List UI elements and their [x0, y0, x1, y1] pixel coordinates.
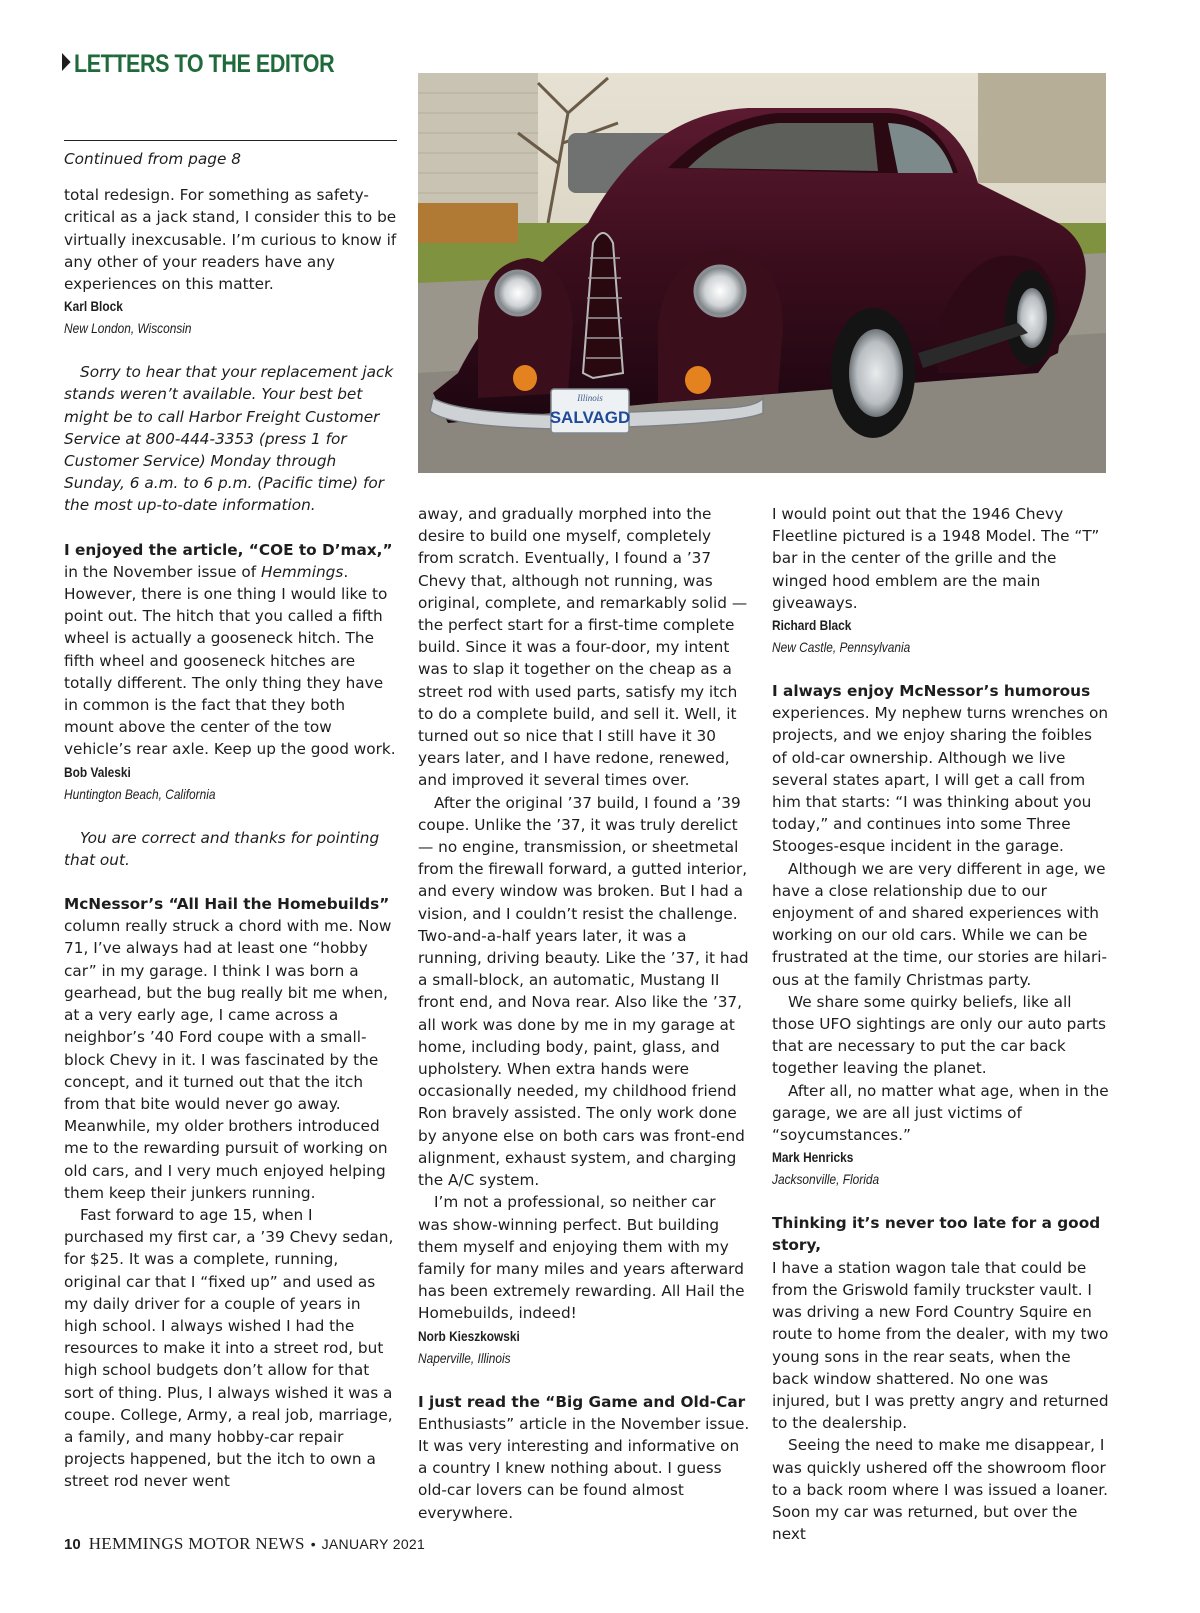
letter-location: New Castle, Pennsylvania [772, 639, 911, 656]
letter-location: Huntington Beach, California [64, 785, 216, 802]
footer-separator: • [310, 1536, 316, 1552]
spacer [772, 658, 1110, 680]
letter-lead-line [418, 1391, 750, 1413]
letter-author: Karl Block [64, 298, 123, 315]
spacer [772, 1190, 1110, 1212]
letter-author: Norb Kieszkowski [418, 1327, 520, 1344]
letter-paragraph: Although we are very different in age, we have a close relationship due to our enjoyment of and shared experiences with working on our old cars. While we can be frustrated at the time, our stories are hilari-ous at the family Christmas party. [772, 859, 1108, 989]
editor-reply: You are correct and thanks for pointing that out. [64, 828, 380, 869]
car-photo-svg [418, 73, 1106, 473]
rear-wheel-rim [1017, 288, 1047, 348]
autumn-bushes [418, 203, 518, 243]
letter-paragraph: I would point out that the 1946 Chevy Fleetline pictured is a 1948 Model. The “T” bar in the center of the grille and the winged hood emblem are the main giveaways. [772, 505, 1100, 612]
editor-reply: Sorry to hear that your replacement jack stands weren’t available. Your best bet might be to call Harbor Freight Customer Service at 800-444-3353 (press 1 for Customer Service) Monday through Sunday, 6 a.m. to 6 p.m. (Pacific time) for the most up-to-date information. [64, 363, 394, 515]
car-photo [418, 73, 1106, 473]
letter-text: in the November issue of [64, 562, 261, 581]
letter-paragraph: Enthusiasts” article in the November issue. It was very interesting and informative on a country I knew nothing about. I guess old-car lovers can be found almost everywhere. [418, 1414, 750, 1522]
letter-location: Naperville, Illinois [418, 1349, 511, 1366]
right-headlight [695, 266, 745, 316]
letter-author: Bob Valeski [64, 763, 131, 780]
letter-paragraph: experiences. My nephew turns wrenches on projects, and we enjoy sharing the foibles of old-car ownership. Although we live several states apart, I will get a call from him that starts: “I was thinking about you today,” and continues into some Three Stooges-esque incident in the garage. [772, 704, 1109, 856]
letter-lead-line [772, 680, 1110, 702]
background-house [978, 73, 1106, 183]
spacer [64, 871, 397, 893]
letter-paragraph: I’m not a professional, so neither car was show-winning perfect. But building them myself and enjoying them with my family for many miles and years afterward has been extremely rewarding. All Hail the Homebuilds, indeed! [418, 1193, 745, 1323]
letter-paragraph: After the original ’37 build, I found a ’39 coupe. Unlike the ’37, it was truly derelict — no engine, transmission, or sheetmetal from the firewall forward, a gutted interior, and every window was broken. But I had a vision, and I couldn’t resist the challenge. Two-and-a-half years later, it was a running, driving beauty. Like the ’37, it had a small-block, an automatic, Mustang II front end, and Nova rear. Also like the ’37, all work was done by me in my garage at home, including body, paint, glass, and upholstery. When extra hands were occasionally needed, my childhood friend Ron bravely assisted. The only work done by anyone else on both cars was front-end alignment, exhaust system, and charging the A/C system. [418, 793, 749, 1190]
page-number: 10 [64, 1536, 81, 1553]
magazine-title: Hemmings [260, 562, 344, 581]
column-2 [418, 503, 750, 1524]
letter-body [64, 539, 397, 761]
letter-text: column really struck a chord with me. Now 71, I’ve always had at least one “hobby car” in my garage. I think I was born a gearhead, but the bug really bit me when, at a very early age, I came across a neighbor’s ’40 Ford coupe with a small-block Chevy in it. I was fascinated by the concept, and it turned out that the itch from that bite would never go away. Meanwhile, my older brothers introduced me to the rewarding pursuit of working on old cars, and I very much enjoyed helping them keep their junkers running. [64, 917, 392, 1202]
left-turn-signal [513, 365, 537, 391]
letter-body [64, 893, 397, 1204]
spacer [64, 339, 397, 361]
letter-paragraph: We share some quirky beliefs, like all those UFO sightings are only our auto parts that are necessary to put the car back together leaving the planet. [772, 992, 1106, 1078]
letter-text: . However, there is one thing I would like to point out. The hitch that you called a fifth wheel is actually a gooseneck hitch. The fifth wheel and gooseneck hitches are totally different. The only thing they have in common is the fact that they both mount above the center of the tow vehicle’s rear axle. Keep up the good work. [64, 562, 396, 759]
right-turn-signal [685, 366, 711, 394]
plate-text: SALVAGD [549, 408, 631, 427]
letter-paragraph: Fast forward to age 15, when I purchased my first car, a ’39 Chevy sedan, for $25. It was a complete, running, original car that I “fixed up” and used as my daily driver for a couple of years in high school. I always wished I had the resources to make it into a street rod, but high school budgets don’t allow for that sort of thing. Plus, I always wished it was a coupe. College, Army, a real job, marriage, a family, and many hobby-car repair projects happened, but the itch to own a street rod never went [64, 1205, 394, 1491]
spacer [64, 517, 397, 539]
publication-name: HEMMINGS MOTOR NEWS [88, 1534, 305, 1553]
letter-paragraph: away, and gradually morphed into the desire to build one myself, completely from scratch. Eventually, I found a ’37 Chevy that, although not running, was original, complete, and remarkably solid — the perfect start for a first-time complete build. Since it was a four-door, my intent was to slap it together on the cheap as a street rod with used parts, satisfy my itch to do a complete build, and sell it. Well, it turned out so nice that I still have it 30 years later, and I have redone, renewed, and improved it several times over. [418, 505, 748, 790]
issue-date: JANUARY 2021 [321, 1536, 426, 1552]
continued-note: Continued from page 8 [64, 150, 241, 168]
page-footer [64, 1534, 425, 1554]
letter-author: Richard Black [772, 617, 852, 634]
letter-lead: I just read the “Big Game and Old-Car [418, 1392, 746, 1411]
spacer [418, 1369, 750, 1391]
letter-lead: Thinking it’s never too late for a good story, [772, 1214, 1101, 1255]
license-plate [550, 389, 631, 433]
section-title-text: LETTERS TO THE EDITOR [74, 50, 335, 78]
column-1 [64, 148, 397, 1493]
letter-lead: I always enjoy McNessor’s humorous [772, 682, 1091, 701]
letter-lead: McNessor’s “All Hail the Homebuilds” [64, 895, 390, 914]
section-title [62, 50, 334, 79]
letter-location: Jacksonville, Florida [772, 1171, 880, 1188]
letter-body: total redesign. For something as safety-critical as a jack stand, I consider this to be virtually inexcusable. I’m curious to know if any other of your readers have any experiences on this matter. [64, 186, 397, 294]
letter-paragraph: After all, no matter what age, when in the garage, we are all just victims of “soycumstances.” [772, 1081, 1109, 1145]
letter-lead: I enjoyed the article, “COE to D’max,” [64, 540, 393, 559]
left-headlight [496, 271, 540, 315]
letter-author: Mark Henricks [772, 1149, 854, 1166]
spacer [64, 805, 397, 827]
letter-lead-line [772, 1212, 1110, 1256]
front-wheel-rim [849, 329, 903, 417]
letter-paragraph: Seeing the need to make me disappear, I was quickly ushered off the showroom floor to a back room where I was issued a loaner. Soon my car was returned, but over the next [772, 1436, 1108, 1544]
letter-location: New London, Wisconsin [64, 320, 192, 337]
plate-state: Illinois [577, 393, 603, 403]
column-3 [772, 503, 1110, 1545]
section-arrow-icon [62, 53, 71, 71]
letter-paragraph: I have a station wagon tale that could be from the Griswold family truckster vault. I was driving a new Ford Country Squire en route to home from the dealer, with my two young sons in the rear seats, when the back window shattered. No one was injured, but I was pretty angry and returned to the dealership. [772, 1258, 1109, 1433]
column-rule [64, 140, 397, 141]
house-wall [418, 73, 538, 223]
